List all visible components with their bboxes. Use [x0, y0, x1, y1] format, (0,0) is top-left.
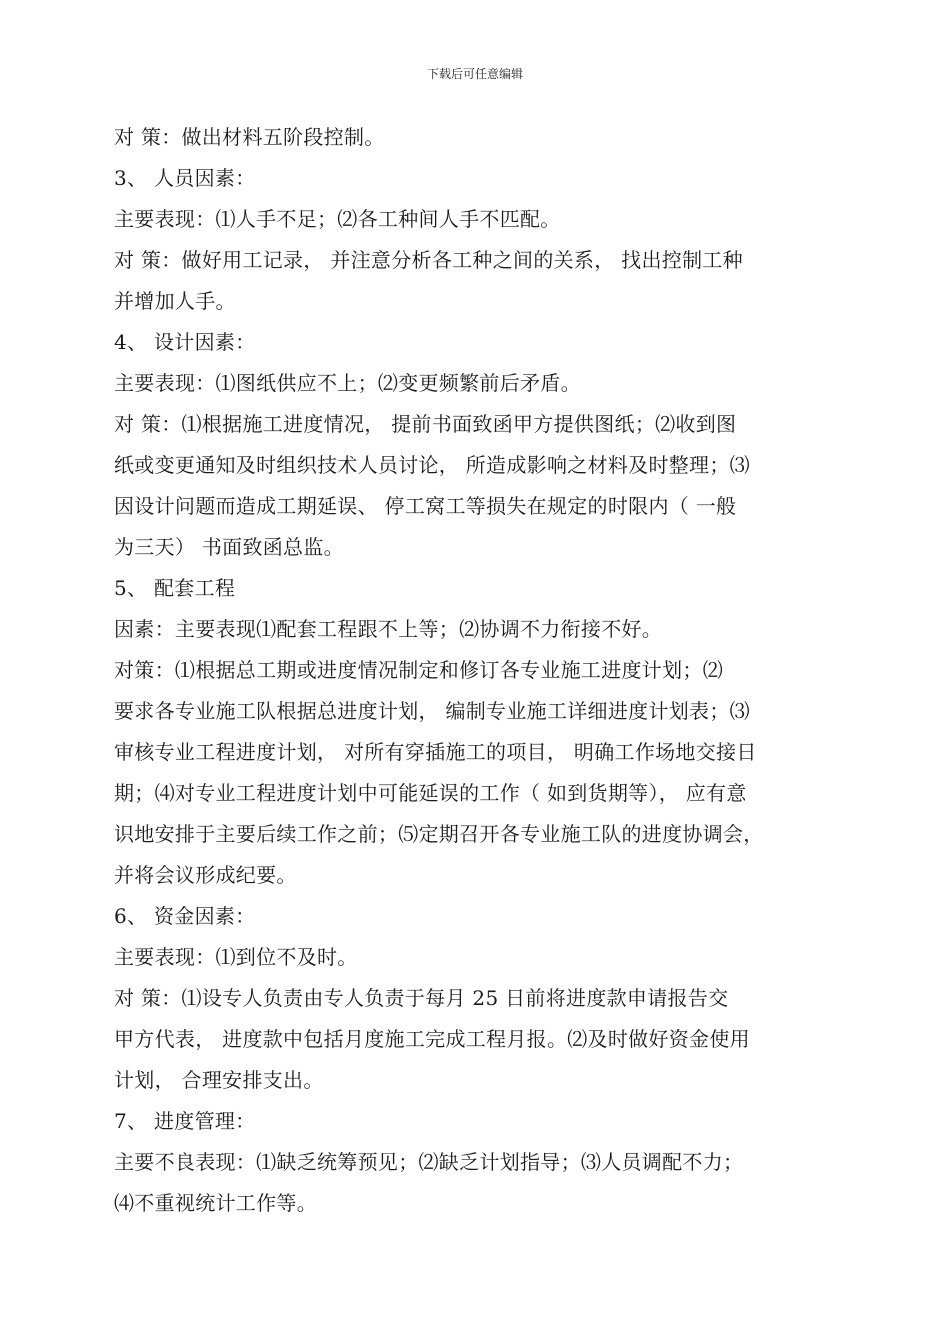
text-line: 对 策：⑴设专人负责由专人负责于每月 25 日前将进度款申请报告交 [114, 986, 729, 1010]
text-line: 期；⑷对专业工程进度计划中可能延误的工作（ 如到货期等）， 应有意 [114, 781, 747, 805]
text-line: 并将会议形成纪要。 [114, 863, 297, 887]
text-line: 因设计问题而造成工期延误、 停工窝工等损失在规定的时限内（ 一般 [114, 494, 737, 518]
text-line: 为三天） 书面致函总监。 [114, 535, 344, 559]
text-line: 因素：主要表现⑴配套工程跟不上等；⑵协调不力衔接不好。 [114, 617, 663, 641]
section-heading: 7、 进度管理： [114, 1109, 256, 1133]
text-line: 计划， 合理安排支出。 [114, 1068, 324, 1092]
text-line: 对 策：⑴根据施工进度情况， 提前书面致函甲方提供图纸；⑵收到图 [114, 412, 737, 436]
text-line: 主要表现：⑴图纸供应不上；⑵变更频繁前后矛盾。 [114, 371, 581, 395]
text-line: 主要表现：⑴人手不足；⑵各工种间人手不匹配。 [114, 207, 561, 231]
text-line: 对 策：做好用工记录， 并注意分析各工种之间的关系， 找出控制工种 [114, 248, 743, 272]
text-line: 审核专业工程进度计划， 对所有穿插施工的项目， 明确工作场地交接日 [114, 740, 757, 764]
text-line: 主要不良表现：⑴缺乏统筹预见；⑵缺乏计划指导；⑶人员调配不力； [114, 1150, 744, 1174]
section-heading: 4、 设计因素： [114, 330, 256, 354]
text-line: 识地安排于主要后续工作之前；⑸定期召开各专业施工队的进度协调会， [114, 822, 764, 846]
text-line: 纸或变更通知及时组织技术人员讨论， 所造成影响之材料及时整理；⑶ [114, 453, 750, 477]
page-header: 下载后可任意编辑 [426, 67, 523, 81]
section-heading: 3、 人员因素： [114, 166, 256, 190]
text-line: 主要表现：⑴到位不及时。 [114, 945, 358, 969]
text-line: 对 策：做出材料五阶段控制。 [114, 125, 385, 149]
text-line: ⑷不重视统计工作等。 [114, 1191, 317, 1215]
text-line: 要求各专业施工队根据总进度计划， 编制专业施工详细进度计划表；⑶ [114, 699, 750, 723]
section-heading: 6、 资金因素： [114, 904, 256, 928]
section-heading: 5、 配套工程 [114, 576, 236, 600]
text-line: 甲方代表， 进度款中包括月度施工完成工程月报。⑵及时做好资金使用 [114, 1027, 750, 1051]
text-line: 对策：⑴根据总工期或进度情况制定和修订各专业施工进度计划；⑵ [114, 658, 723, 682]
text-line: 并增加人手。 [114, 289, 236, 313]
document-body [114, 117, 854, 1224]
